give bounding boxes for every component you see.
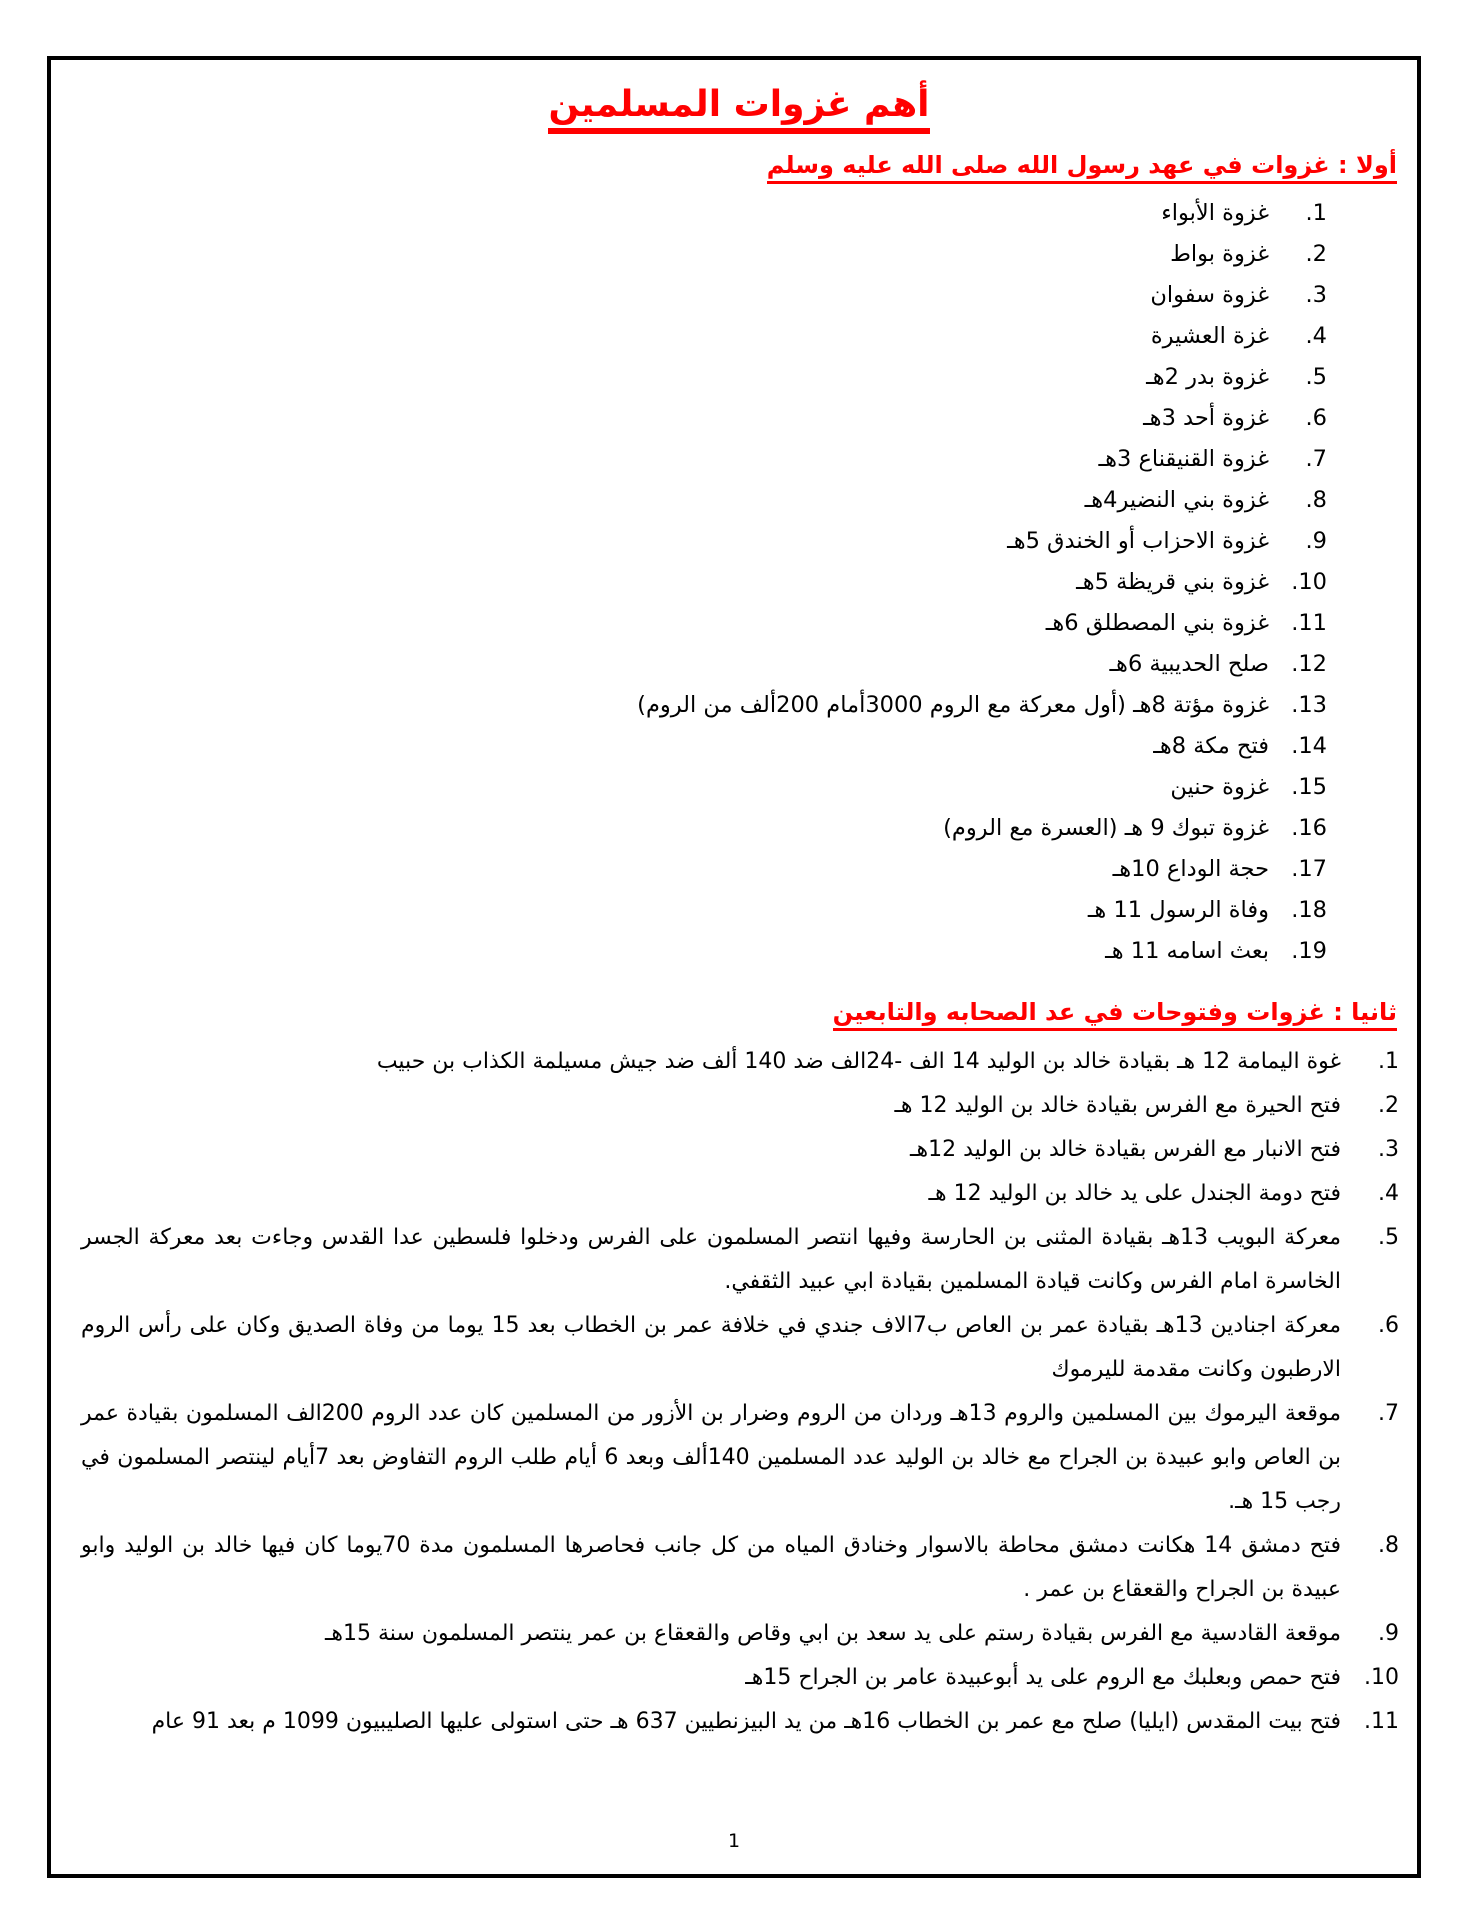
list-item: غزوة بني قريظة 5هـ — [1076, 569, 1269, 595]
list-item: غوة اليمامة 12 هـ بقيادة خالد بن الوليد 14 الف -24الف ضد 140 ألف ضد جيش مسيلمة الكذاب بن حبيب — [376, 1049, 1341, 1074]
list-item: غزوة الأبواء — [1161, 200, 1269, 226]
list-item: غزوة الاحزاب أو الخندق 5هـ — [1007, 528, 1269, 554]
list-item: غزوة حنين — [1170, 774, 1269, 800]
list-item: غزوة بني المصطلق 6هـ — [1045, 610, 1269, 636]
list-item: معركة اجنادين 13هـ بقيادة عمر بن العاص ب7الاف جندي في خلافة عمر بن الخطاب بعد 15 يوما من وفاة الصديق وكان على رأس الروم الارطبون وكانت مقدمة لليرموك — [81, 1313, 1341, 1382]
list-item: غزوة بدر 2هـ — [1146, 364, 1269, 390]
list-item: موقعة اليرموك بين المسلمين والروم 13هـ وردان من الروم وضرار بن الأزور من المسلمين كان عدد الروم 200الف المسلمون بقيادة عمر بن العاص وابو عبيدة بن الجراح مع خالد بن الوليد عدد المسلمين 140ألف وبعد 6 أيام طلب الروم التفاوض بعد 7أيام لينتصر المسلمون في رجب 15 هـ. — [81, 1401, 1342, 1514]
list-item: غزة العشيرة — [1150, 323, 1269, 349]
list-item: فتح دومة الجندل على يد خالد بن الوليد 12 هـ — [928, 1181, 1341, 1206]
section-1-heading — [81, 151, 1397, 179]
document-page — [47, 56, 1421, 1878]
list-item: وفاة الرسول 11 هـ — [1087, 897, 1269, 923]
list-item: غزوة مؤتة 8هـ (أول معركة مع الروم 3000أمام 200ألف من الروم) — [637, 692, 1269, 718]
page-number: 1 — [727, 1830, 741, 1852]
list-item: غزوة القنيقناع 3هـ — [1098, 446, 1269, 472]
battles-list-prophet-era — [81, 193, 1397, 972]
list-item: موقعة القادسية مع الفرس بقيادة رستم على يد سعد بن ابي وقاص والقعقاع بن عمر ينتصر المسلمون سنة 15هـ — [324, 1621, 1341, 1646]
list-item: فتح الانبار مع الفرس بقيادة خالد بن الوليد 12هـ — [910, 1137, 1341, 1162]
document-title — [81, 84, 1397, 125]
list-item: فتح دمشق 14 هكانت دمشق محاطة بالاسوار وخنادق المياه من كل جانب فحاصرها المسلمون مدة 70يوما كان فيها خالد بن الوليد وابو عبيدة بن الجراح والقعقاع بن عمر . — [81, 1533, 1341, 1602]
list-item: فتح الحيرة مع الفرس بقيادة خالد بن الوليد 12 هـ — [894, 1093, 1341, 1118]
section-2-heading-text: ثانيا : غزوات وفتوحات في عد الصحابه والتابعين — [833, 998, 1397, 1031]
battles-list-companions-era — [81, 1040, 1397, 1744]
section-1-heading-text: أولا : غزوات في عهد رسول الله صلى الله عليه وسلم — [767, 151, 1397, 184]
list-item: فتح مكة 8هـ — [1153, 733, 1269, 759]
document-title-text: أهم غزوات المسلمين — [548, 84, 929, 134]
list-item: غزوة أحد 3هـ — [1143, 405, 1269, 431]
list-item: فتح حمص وبعلبك مع الروم على يد أبوعبيدة عامر بن الجراح 15هـ — [745, 1665, 1341, 1690]
list-item: غزوة تبوك 9 هـ (العسرة مع الروم) — [943, 815, 1269, 841]
list-item: حجة الوداع 10هـ — [1112, 856, 1269, 882]
list-item: غزوة بني النضير4هـ — [1084, 487, 1269, 513]
section-2-heading — [81, 998, 1397, 1026]
list-item: معركة البويب 13هـ بقيادة المثنى بن الحارسة وفيها انتصر المسلمون على الفرس ودخلوا فلسطين عدا القدس وجاءت بعد معركة الجسر الخاسرة امام الفرس وكانت قيادة المسلمين بقيادة ابي عبيد الثقفي. — [81, 1225, 1341, 1294]
list-item: فتح بيت المقدس (ايليا) صلح مع عمر بن الخطاب 16هـ من يد البيزنطيين 637 هـ حتى استولى عليها الصليبيون 1099 م بعد 91 عام — [151, 1709, 1341, 1734]
list-item: غزوة سفوان — [1150, 282, 1269, 308]
list-item: غزوة بواط — [1170, 241, 1269, 267]
list-item: صلح الحديبية 6هـ — [1109, 651, 1269, 677]
list-item: بعث اسامه 11 هـ — [1105, 938, 1269, 964]
